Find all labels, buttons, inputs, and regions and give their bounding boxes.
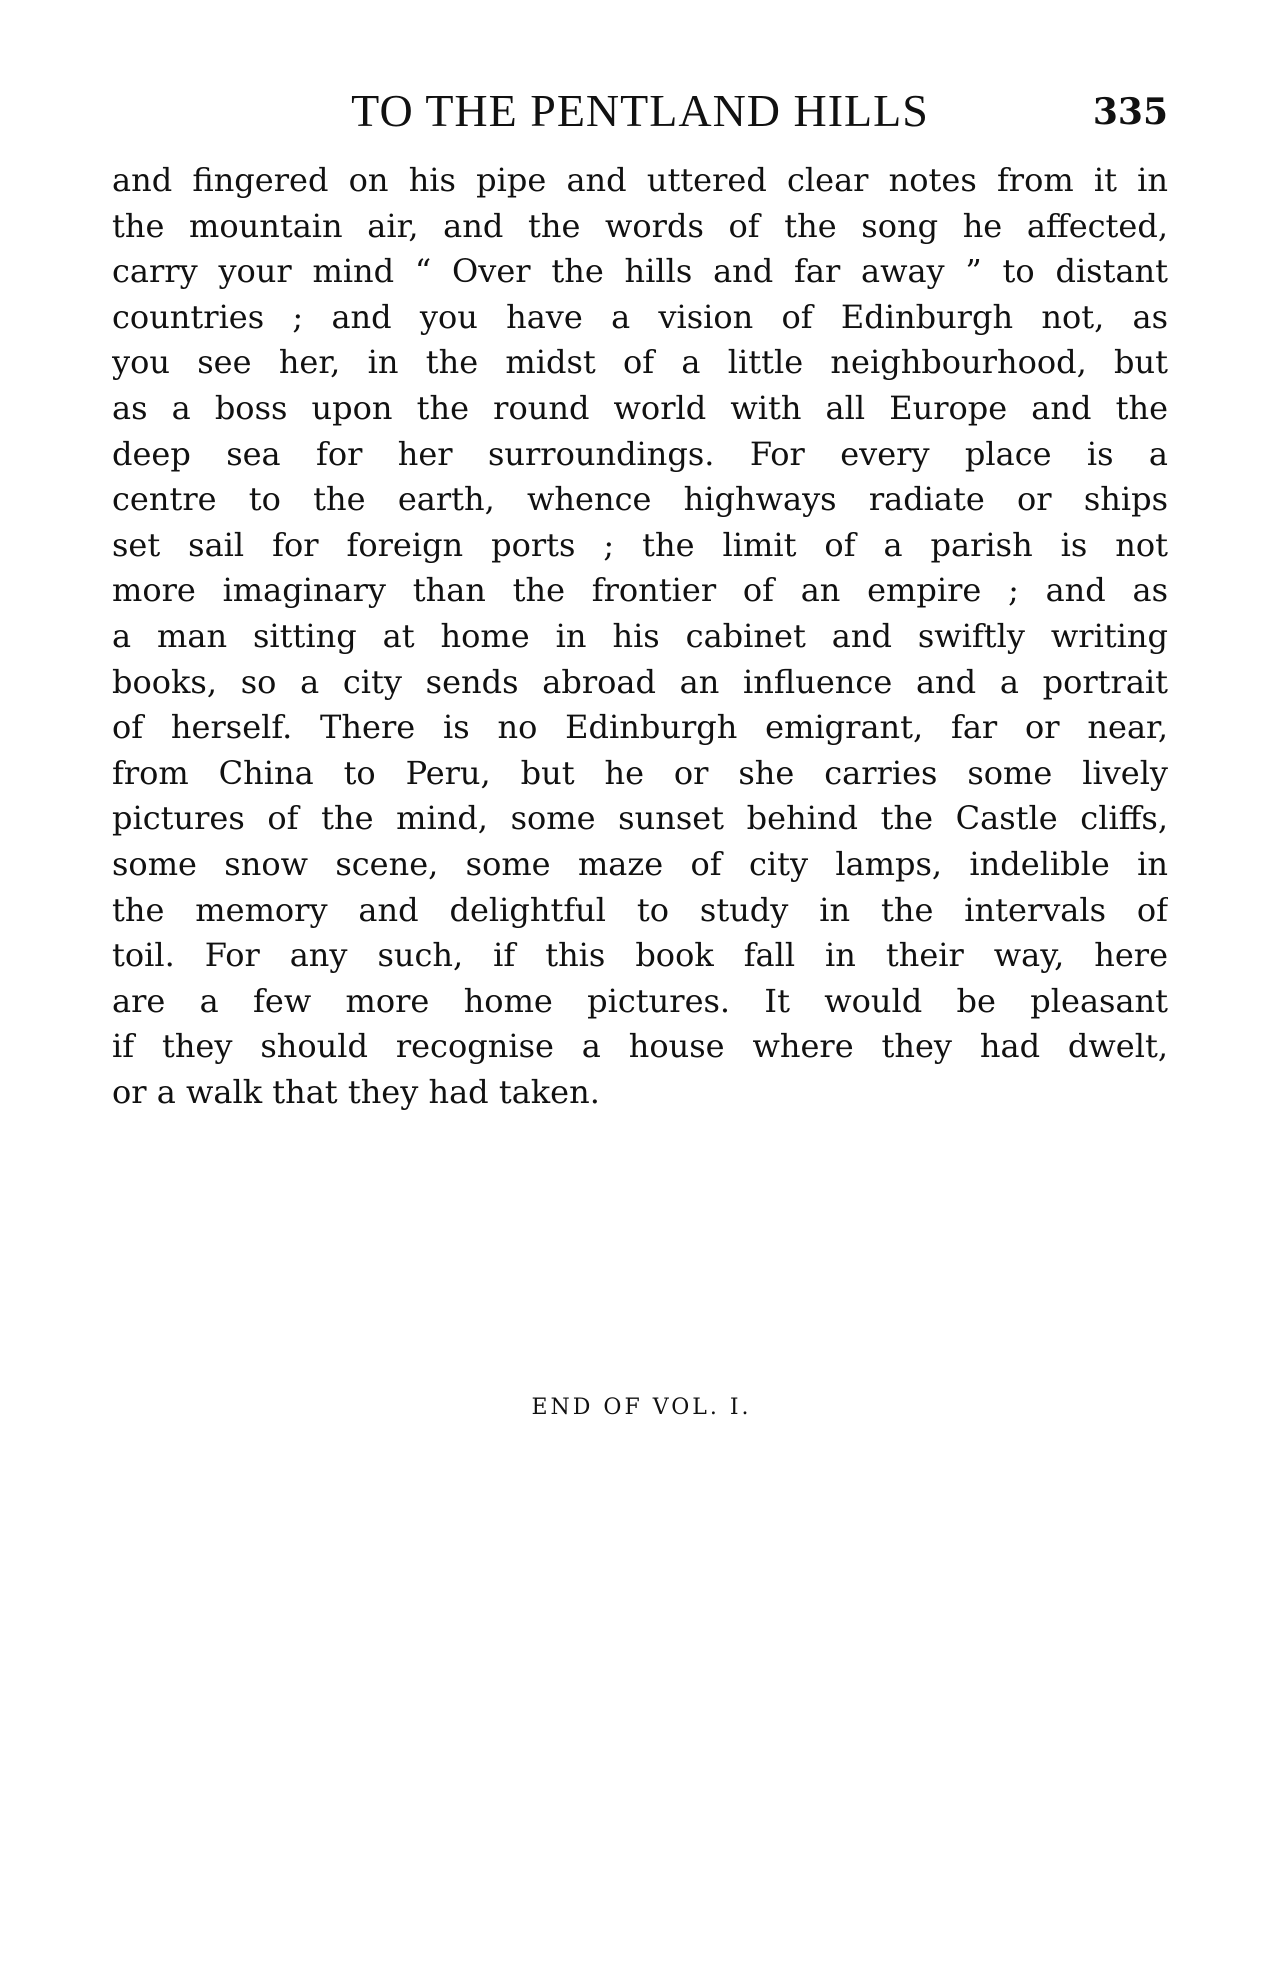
page-number: 335 [1092, 91, 1168, 133]
text-line: if they should recognise a house where they had dwelt, [112, 1027, 1168, 1066]
text-line: are a few more home pictures. It would be pleasant [112, 981, 1168, 1020]
text-line: a man sitting at home in his cabinet and swiftly writing [112, 616, 1168, 655]
text-line: pictures of the mind, some sunset behind the Castle cliffs, [112, 799, 1168, 838]
end-of-volume-note: END OF VOL. I. [531, 1395, 752, 1420]
text-line: countries ; and you have a vision of Edinburgh not, as [112, 297, 1168, 336]
text-line: some snow scene, some maze of city lamps, indelible in [112, 844, 1168, 883]
text-line: toil. For any such, if this book fall in their way, here [112, 936, 1168, 975]
text-line: as a boss upon the round world with all Europe and the [112, 388, 1168, 427]
text-line: the mountain air, and the words of the song he affected, [112, 206, 1168, 245]
text-line: more imaginary than the frontier of an empire ; and as [112, 571, 1168, 610]
text-line: books, so a city sends abroad an influence and a portrait [112, 662, 1168, 701]
running-head [112, 86, 1168, 136]
text-line: centre to the earth, whence highways radiate or ships [112, 480, 1168, 519]
text-line: you see her, in the midst of a little neighbourhood, but [112, 343, 1168, 382]
text-line: the memory and delightful to study in the intervals of [112, 890, 1168, 929]
text-line: of herself. There is no Edinburgh emigrant, far or near, [112, 708, 1168, 747]
text-line-last: or a walk that they had taken. [112, 1072, 600, 1111]
text-line: carry your mind “ Over the hills and far away ” to distant [112, 252, 1168, 291]
text-line: from China to Peru, but he or she carries some lively [112, 753, 1168, 792]
text-line: set sail for foreign ports ; the limit of a parish is not [112, 525, 1168, 564]
running-title: TO THE PENTLAND HILLS [351, 85, 929, 136]
text-line: and fingered on his pipe and uttered clear notes from it in [112, 161, 1168, 199]
text-line: deep sea for her surroundings. For every place is a [112, 434, 1168, 473]
body-text [112, 158, 1168, 1115]
